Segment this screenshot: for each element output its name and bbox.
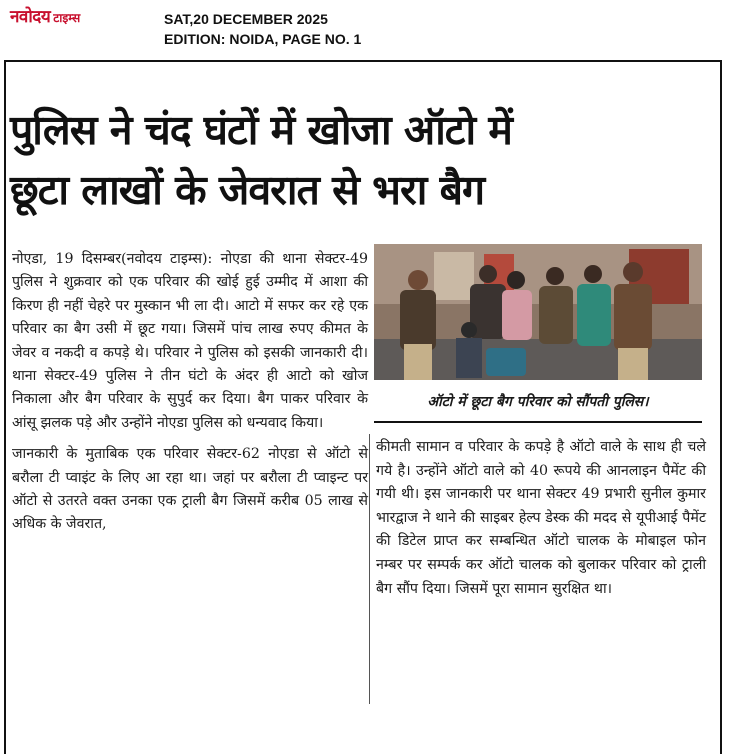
article-paragraph-1: नोएडा, 19 दिसम्बर(नवोदय टाइम्स): नोएडा की थाना सेक्टर-49 पुलिस ने शुक्रवार को एक परिवार की खोई हुई उम्मीद में आशा की किरण ही नहीं चेहरे पर मुस्कान भी ला दी। आटो में सफर कर रहे एक परिवार का बैग उसी में छूट गया। जिसमें पांच लाख रुपए कीमत के जेवर व नकदी व कपड़े थे। परिवार ने पुलिस को इसकी जानकारी दी। थाना सेक्टर-49 पुलिस ने तीन घंटो के अंदर ही आटो को खोज निकाला और बैग परिवार के सुपुर्द कर दिया। बैग पाकर परिवार के आंसू झलक पड़े और उन्होंने नोएडा पुलिस को धन्यवाद किया। bbox=[12, 251, 368, 431]
newspaper-logo bbox=[10, 4, 80, 38]
article-right-column bbox=[376, 436, 706, 601]
article-headline bbox=[10, 100, 710, 220]
photo-caption: ऑटो में छूटा बैग परिवार को सौंपती पुलिस। bbox=[374, 381, 702, 423]
photo-illustration bbox=[374, 244, 702, 380]
page-header bbox=[0, 0, 733, 60]
headline-line-2: छूटा लाखों के जेवरात से भरा बैग bbox=[10, 166, 485, 214]
publication-date: SAT,20 DECEMBER 2025 bbox=[164, 11, 328, 27]
dateline bbox=[164, 9, 361, 49]
news-photo bbox=[374, 244, 702, 380]
article-left-column bbox=[12, 248, 368, 545]
edition-info: EDITION: NOIDA, PAGE NO. 1 bbox=[164, 31, 362, 47]
article-paragraph-2: जानकारी के मुताबिक एक परिवार सेक्टर-62 नोएडा से ऑटो से बरौला टी प्वाइंट के लिए आ रहा था। जहां पर बरौला टी प्वाइन्ट पर ऑटो से उतरते वक्त उनका एक ट्राली बैग जिसमें करीब 05 लाख से अधिक के जेवरात, bbox=[12, 446, 368, 533]
logo-main-text: नवोदय bbox=[10, 7, 51, 27]
article-paragraph-3: कीमती सामान व परिवार के कपड़े है ऑटो वाले के साथ ही चले गये है। उन्होंने ऑटो वाले को 40 रूपये की आनलाइन पैमेंट की गयी थी। इस जानकारी पर थाना सेक्टर 49 प्रभारी सुनील कुमार भारद्वाज ने थाने की साइबर हेल्प डेस्क की मदद से यूपीआई पैमेंट की डिटेल प्राप्त कर सम्बन्धित ऑटो चालक के मोबाइल फोन नम्बर पर सम्पर्क कर ऑटो चालक को बुलाकर परिवार को ट्राली बैग सौंप दिया। जिसमें पूरा सामान सुरक्षित था। bbox=[376, 439, 706, 597]
column-divider bbox=[369, 434, 370, 704]
headline-line-1: पुलिस ने चंद घंटों में खोजा ऑटो में bbox=[10, 106, 512, 154]
logo-sub-text: टाइम्स bbox=[53, 11, 81, 25]
